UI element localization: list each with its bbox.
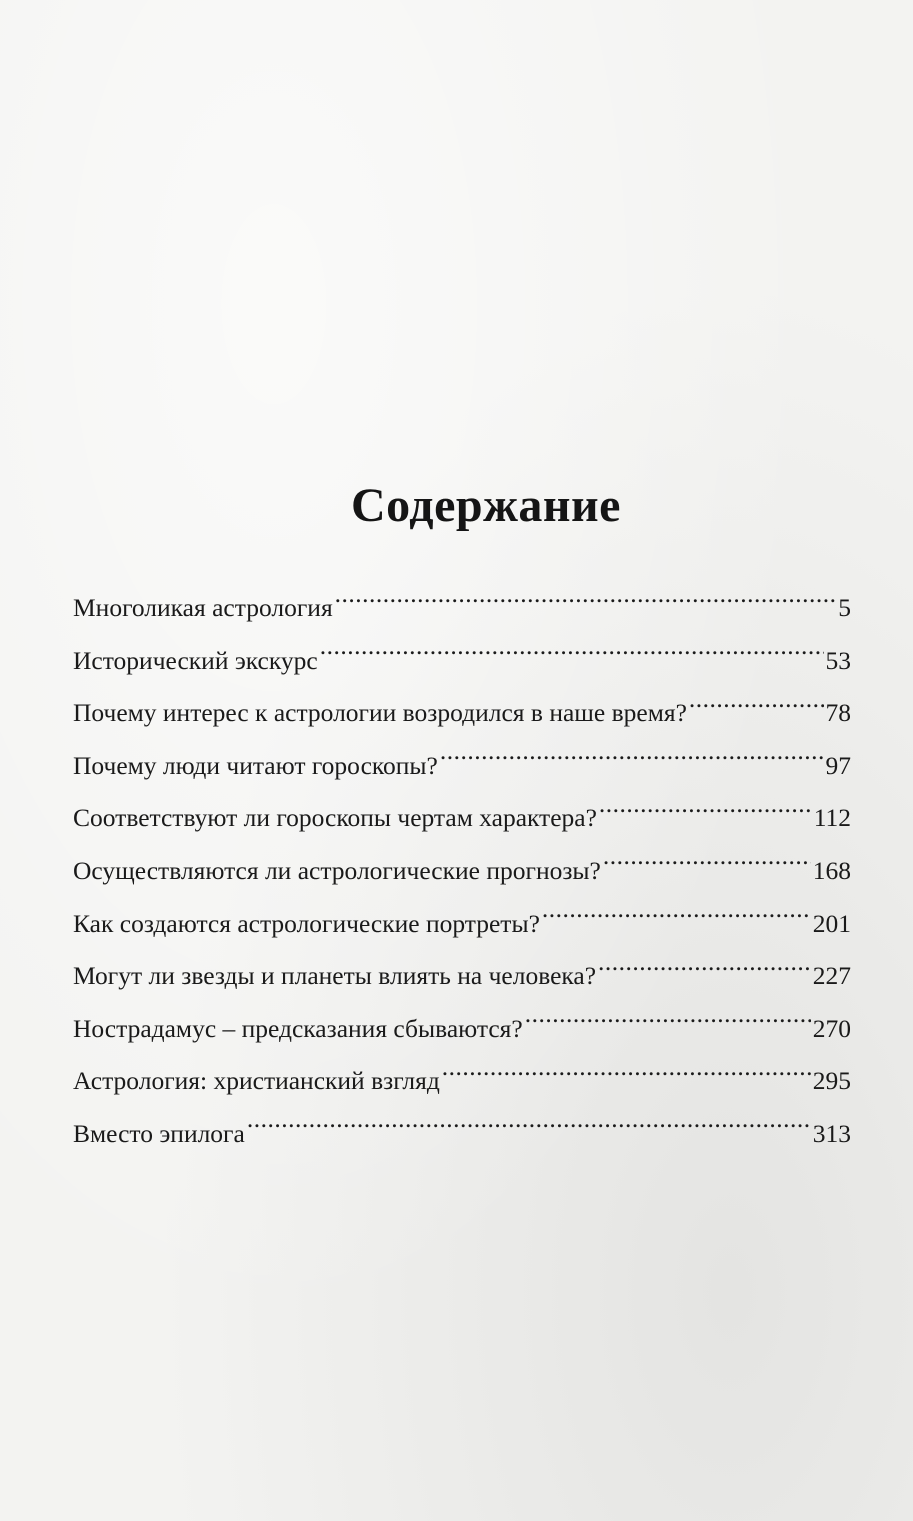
- toc-entry: [73, 849, 851, 902]
- toc-dot-leader: [442, 1064, 811, 1090]
- toc-entry: [73, 639, 851, 692]
- toc-entry: [73, 691, 851, 744]
- toc-dot-leader: [440, 748, 824, 774]
- toc-entry-title: Астрология: христианский взгляд: [73, 1066, 440, 1096]
- toc-entry-page: 112: [813, 803, 851, 833]
- toc-dot-leader: [247, 1116, 811, 1142]
- toc-entry: [73, 744, 851, 797]
- toc-entry-title: Вместо эпилога: [73, 1118, 245, 1148]
- toc-list: [73, 586, 851, 1165]
- toc-entry-page: 78: [825, 698, 851, 728]
- toc-entry: [73, 902, 851, 955]
- toc-entry-title: Почему люди читают гороскопы?: [73, 750, 438, 780]
- toc-entry-page: 201: [812, 908, 851, 938]
- toc-entry-page: 168: [812, 855, 851, 885]
- toc-entry: [73, 586, 851, 639]
- toc-entry: [73, 1007, 851, 1060]
- toc-entry: [73, 1059, 851, 1112]
- toc-dot-leader: [542, 906, 811, 932]
- toc-dot-leader: [335, 591, 837, 617]
- toc-entry-page: 227: [812, 961, 851, 991]
- toc-entry-title: Многоликая астрология: [73, 593, 333, 622]
- toc-entry-page: 270: [812, 1013, 851, 1043]
- toc-dot-leader: [598, 959, 811, 985]
- toc-entry-title: Как создаются астрологические портреты?: [73, 908, 540, 938]
- toc-dot-leader: [603, 853, 811, 879]
- toc-entry: [73, 1112, 851, 1165]
- toc-entry-title: Исторический экскурс: [73, 645, 318, 675]
- toc-entry-title: Нострадамус – предсказания сбываются?: [73, 1013, 523, 1043]
- toc-entry-title: Осуществляются ли астрологические прогнозы?: [73, 855, 601, 885]
- toc-entry-page: 97: [825, 750, 851, 780]
- toc-entry-title: Соответствуют ли гороскопы чертам характера?: [73, 803, 597, 833]
- toc-entry-title: Почему интерес к астрологии возродился в наше время?: [73, 698, 687, 728]
- toc-entry-page: 313: [812, 1118, 851, 1148]
- toc-entry-page: 295: [812, 1066, 851, 1096]
- toc-entry-page: 53: [825, 645, 851, 675]
- toc-entry: [73, 796, 851, 849]
- toc-entry-page: 5: [838, 593, 851, 622]
- toc-entry: [73, 954, 851, 1007]
- toc-dot-leader: [599, 801, 812, 827]
- toc-dot-leader: [320, 643, 824, 669]
- toc-dot-leader: [525, 1011, 811, 1037]
- toc-entry-title: Могут ли звезды и планеты влиять на человека?: [73, 961, 597, 991]
- toc-dot-leader: [689, 696, 824, 722]
- toc-title: Содержание: [351, 479, 621, 532]
